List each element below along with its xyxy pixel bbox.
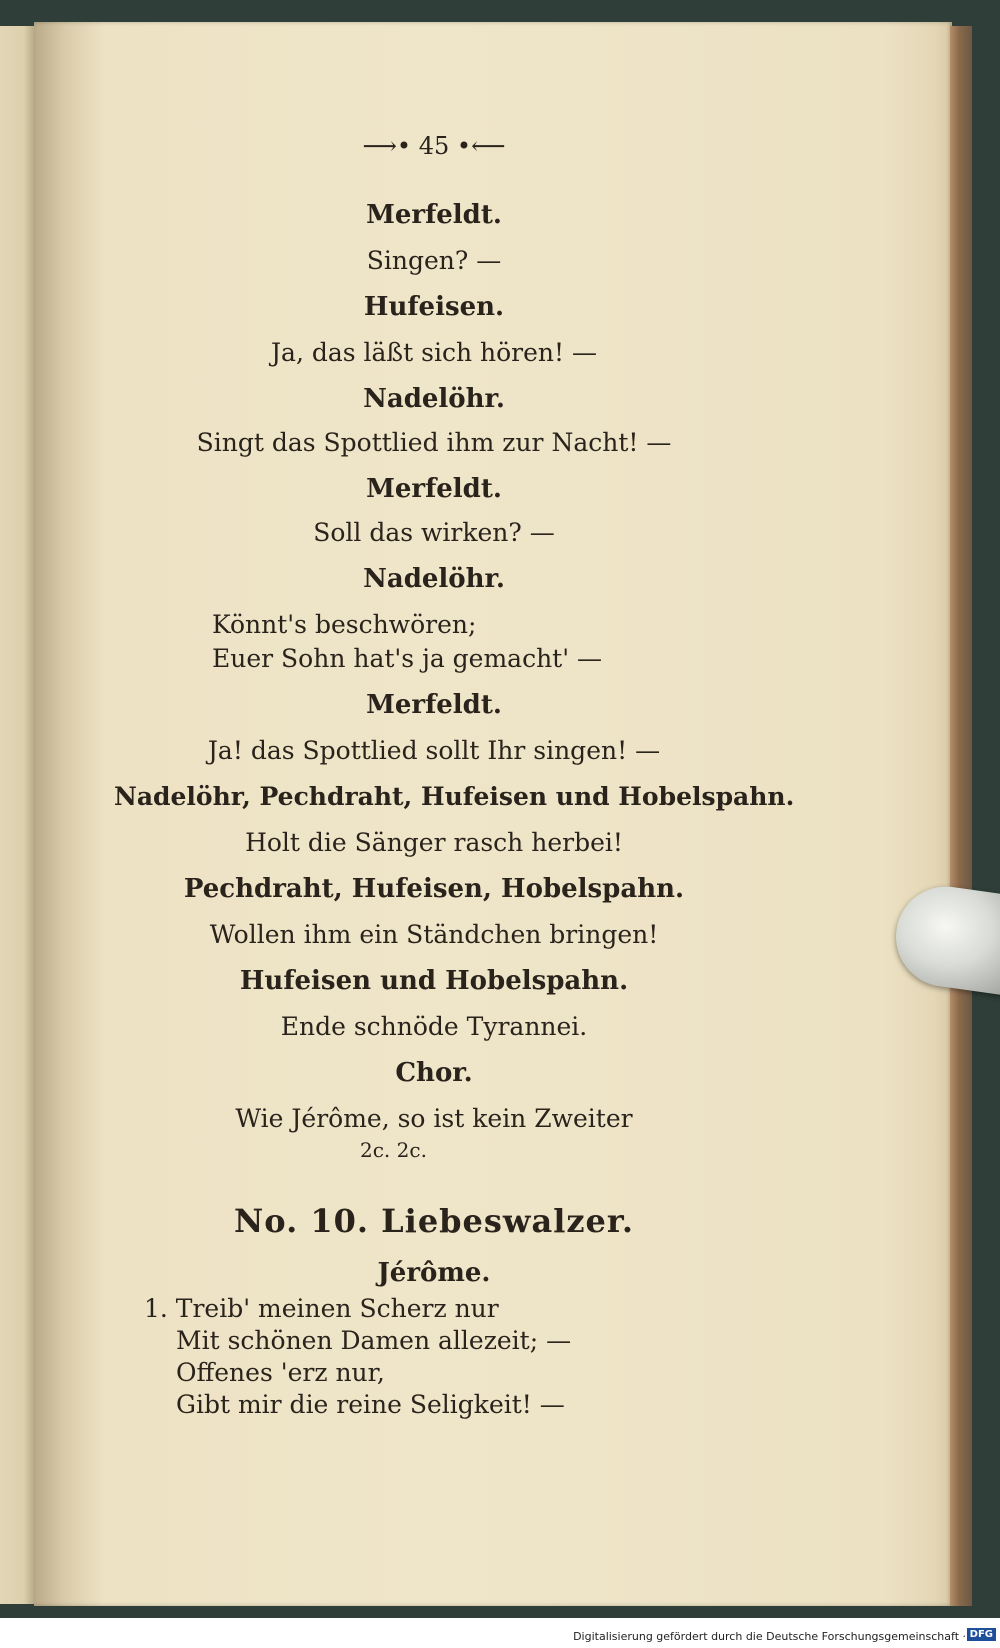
speaker-name: Hufeisen und Hobelspahn. xyxy=(239,966,629,996)
funding-credit: Digitalisierung gefördert durch die Deutsche Forschungsgemeinschaft · xyxy=(573,1630,966,1643)
speaker-name: Chor. xyxy=(395,1058,473,1088)
verse-line: Wie Jérôme, so ist kein Zweiter xyxy=(235,1104,633,1133)
speaker-name: Merfeldt. xyxy=(366,200,502,230)
speaker-name: Nadelöhr. xyxy=(363,564,505,594)
speaker-name: Nadelöhr. xyxy=(363,384,505,414)
page-folio: ⟶• 45 •⟵ xyxy=(362,132,506,160)
folio-arrow-left-icon: ⟶• xyxy=(362,132,412,160)
facing-page-edge xyxy=(0,26,34,1604)
verse-line: Singen? — xyxy=(366,246,502,275)
verse-line: Mit schönen Damen allezeit; — xyxy=(176,1326,572,1355)
verse-line: Könnt's beschwören; xyxy=(212,610,477,639)
verse-line: 1. Treib' meinen Scherz nur xyxy=(144,1294,499,1323)
etc-marker: 2c. 2c. xyxy=(360,1138,427,1162)
section-heading: No. 10. Liebeswalzer. xyxy=(234,1202,634,1240)
verse-line: Euer Sohn hat's ja gemacht' — xyxy=(212,644,603,673)
page-stack-edge xyxy=(950,26,972,1606)
verse-line: Wollen ihm ein Ständchen bringen! xyxy=(209,920,659,949)
speaker-name: Nadelöhr, Pechdraht, Hufeisen und Hobelspahn. xyxy=(114,782,795,811)
verse-line: Ja, das läßt sich hören! — xyxy=(271,338,597,367)
folio-arrow-right-icon: •⟵ xyxy=(456,132,506,160)
verse-line: Singt das Spottlied ihm zur Nacht! — xyxy=(196,428,672,457)
verse-line: Ja! das Spottlied sollt Ihr singen! — xyxy=(207,736,661,765)
verse-line: Soll das wirken? — xyxy=(313,518,555,547)
speaker-name: Hufeisen. xyxy=(363,292,505,322)
verse-line: Ende schnöde Tyrannei. xyxy=(280,1012,588,1041)
verse-line: Holt die Sänger rasch herbei! xyxy=(245,828,623,857)
speaker-name: Jérôme. xyxy=(377,1258,491,1288)
speaker-name: Merfeldt. xyxy=(366,474,502,504)
speaker-name: Merfeldt. xyxy=(366,690,502,720)
page-text xyxy=(34,22,952,1606)
dfg-logo: DFG xyxy=(967,1628,996,1641)
speaker-name: Pechdraht, Hufeisen, Hobelspahn. xyxy=(183,874,685,904)
verse-line: Gibt mir die reine Seligkeit! — xyxy=(176,1390,565,1419)
verse-line: Offenes 'erz nur, xyxy=(176,1358,385,1387)
